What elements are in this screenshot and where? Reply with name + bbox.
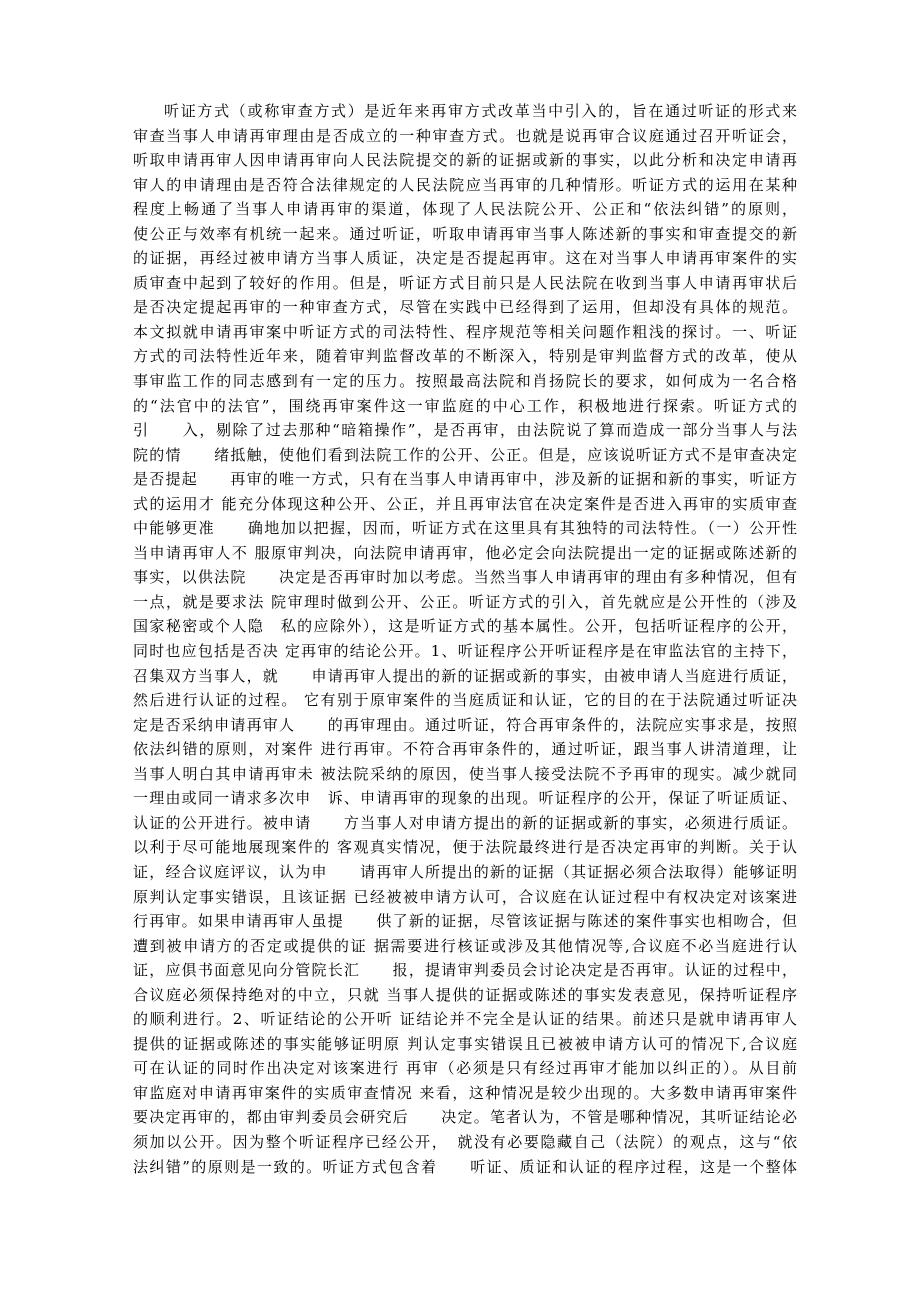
- text-line: 证，经合议庭评议，认为申 请再审人所提出的新的证据（其证据必须合法取得）能够证明: [133, 862, 797, 881]
- text-line: 听证方式（或称审查方式）是近年来再审方式改革当中引入的，旨在通过听证的形式来: [164, 102, 797, 120]
- document-body: [133, 99, 797, 1179]
- text-line: 听取申请再审人因申请再审向人民法院提交的新的证据或新的事实，以此分析和决定申请再: [133, 151, 797, 170]
- text-line: 审查当事人申请再审理由是否成立的一种审查方式。也就是说再审合议庭通过召开听证会，: [133, 126, 797, 145]
- text-line: 审人的申请理由是否符合法律规定的人民法院应当再审的几种情形。听证方式的运用在某种: [133, 175, 797, 194]
- text-line: 然后进行认证的过程。 它有别于原审案件的当庭质证和认证，它的目的在于法院通过听证决: [133, 691, 797, 710]
- text-line: 当申请再审人不 服原审判决，向法院申请再审，他必定会向法院提出一定的证据或陈述新的: [133, 543, 797, 562]
- text-line: 本文拟就申请再审案中听证方式的司法特性、程序规范等相关问题作粗浅的探讨。一、听证: [133, 322, 797, 341]
- text-line: 原判认定事实错误，且该证据 已经被被申请方认可，合议庭在认证过程中有权决定对该案进: [133, 887, 797, 906]
- text-line: 式的运用才 能充分体现这种公开、公正，并且再审法官在决定案件是否进入再审的实质审查: [133, 494, 797, 513]
- text-line: 审监庭对申请再审案件的实质审查情况 来看，这种情况是较少出现的。大多数申请再审案件: [133, 1083, 797, 1102]
- text-line: 是否决定提起再审的一种审查方式，尽管在实践中已经得到了运用，但却没有具体的规范。: [133, 298, 797, 317]
- text-line: 要决定再审的，都由审判委员会研究后 决定。笔者认为，不管是哪种情况，其听证结论必: [133, 1108, 797, 1127]
- text-line: 证，应俱书面意见向分管院长汇 报，提请审判委员会讨论决定是否再审。认证的过程中，: [133, 961, 797, 980]
- text-line: 中能够更准 确地加以把握，因而，听证方式在这里具有其独特的司法特性。（一）公开性: [133, 519, 797, 538]
- text-line: 一理由或同一请求多次申 诉、申请再审的现象的出现。听证程序的公开，保证了听证质证、: [133, 789, 797, 808]
- text-line: 引 入，剔除了过去那种“暗箱操作”，是否再审，由法院说了算而造成一部分当事人与法: [133, 421, 797, 440]
- text-line: 合议庭必须保持绝对的中立，只就 当事人提供的证据或陈述的事实发表意见，保持听证程序: [133, 985, 797, 1004]
- text-line: 事实，以供法院 决定是否再审时加以考虑。当然当事人申请再审的理由有多种情况，但有: [133, 568, 797, 587]
- text-line: 遭到被申请方的否定或提供的证 据需要进行核证或涉及其他情况等,合议庭不必当庭进行认: [133, 936, 797, 955]
- text-line: 使公正与效率有机统一起来。通过听证，听取申请再审当事人陈述新的事实和审查提交的新: [133, 224, 797, 243]
- text-line: 法纠错”的原则是一致的。听证方式包含着 听证、质证和认证的程序过程，这是一个整体: [133, 1157, 797, 1176]
- text-line: 的“法官中的法官”，围绕再审案件这一审监庭的中心工作，积极地进行探索。听证方式的: [133, 396, 797, 415]
- text-line: 以利于尽可能地展现案件的 客观真实情况，便于法院最终进行是否决定再审的判断。关于认: [133, 838, 797, 857]
- text-line: 的顺利进行。2、听证结论的公开听 证结论并不完全是认证的结果。前述只是就申请再审人: [133, 1010, 797, 1029]
- text-line: 须加以公开。因为整个听证程序已经公开， 就没有必要隐藏自己（法院）的观点，这与“依: [133, 1132, 797, 1151]
- text-line: 的证据，再经过被申请方当事人质证，决定是否提起再审。这在对当事人申请再审案件的实: [133, 249, 797, 268]
- text-line: 一点，就是要求法 院审理时做到公开、公正。听证方式的引入，首先就应是公开性的（涉及: [133, 592, 797, 611]
- text-line: 依法纠错的原则，对案件 进行再审。不符合再审条件的，通过听证，跟当事人讲清道理，让: [133, 740, 797, 759]
- text-line: 提供的证据或陈述的事实能够证明原 判认定事实错误且已被被申请方认可的情况下,合议庭: [133, 1034, 797, 1053]
- text-line: 认证的公开进行。被申请 方当事人对申请方提出的新的证据或新的事实，必须进行质证。: [133, 813, 797, 832]
- text-line: 国家秘密或个人隐 私的应除外），这是听证方式的基本属性。公开，包括听证程序的公开，: [133, 617, 797, 636]
- text-line: 程度上畅通了当事人申请再审的渠道，体现了人民法院公开、公正和“依法纠错”的原则，: [133, 200, 797, 219]
- text-line: 方式的司法特性近年来，随着审判监督改革的不断深入，特别是审判监督方式的改革，使从: [133, 347, 797, 366]
- text-line: 院的情 绪抵触，使他们看到法院工作的公开、公正。但是，应该说听证方式不是审查决定: [133, 445, 797, 464]
- text-line: 召集双方当事人，就 申请再审人提出的新的证据或新的事实，由被申请人当庭进行质证，: [133, 666, 797, 685]
- text-line: 是否提起 再审的唯一方式，只有在当事人申请再审中，涉及新的证据和新的事实，听证方: [133, 470, 797, 489]
- text-line: 可在认证的同时作出决定对该案进行 再审（必须是只有经过再审才能加以纠正的）。从目前: [133, 1059, 797, 1078]
- text-line: 定是否采纳申请再审人 的再审理由。通过听证，符合再审条件的，法院应实事求是，按照: [133, 715, 797, 734]
- text-line: 同时也应包括是否决 定再审的结论公开。1、听证程序公开听证程序是在审监法官的主持下，: [133, 642, 797, 661]
- text-line: 当事人明白其申请再审未 被法院采纳的原因，使当事人接受法院不予再审的现实。减少就同: [133, 764, 797, 783]
- text-line: 质审查中起到了较好的作用。但是，听证方式目前只是人民法院在收到当事人申请再审状后: [133, 273, 797, 292]
- text-line: 行再审。如果申请再审人虽提 供了新的证据，尽管该证据与陈述的案件事实也相吻合，但: [133, 912, 797, 931]
- text-line: 事审监工作的同志感到有一定的压力。按照最高法院和肖扬院长的要求，如何成为一名合格: [133, 372, 797, 391]
